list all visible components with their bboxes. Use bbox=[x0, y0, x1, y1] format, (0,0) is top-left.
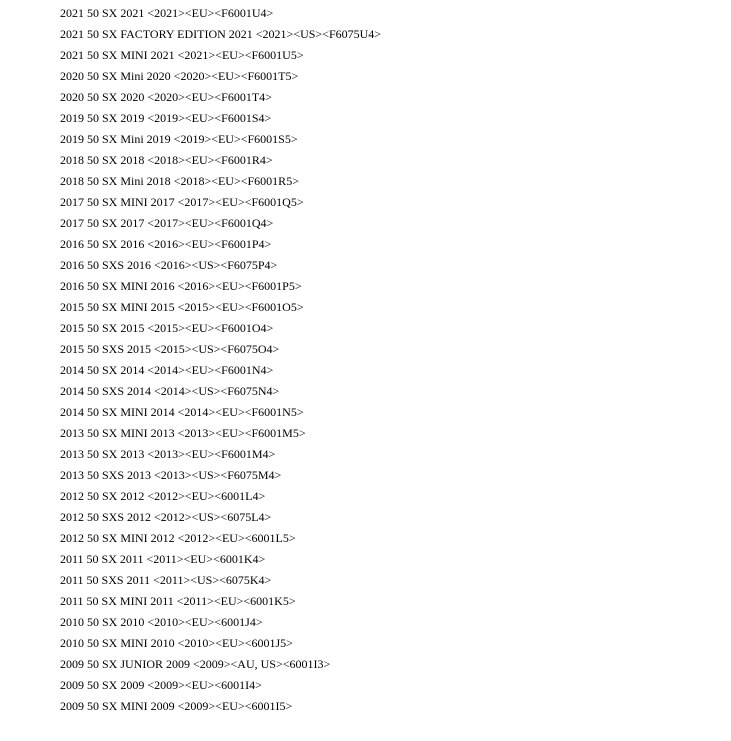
model-link[interactable]: 2018 50 SX 2018 <2018><EU><F6001R4> bbox=[60, 153, 273, 167]
model-link[interactable]: 2010 50 SX MINI 2010 <2010><EU><6001J5> bbox=[60, 636, 293, 650]
model-link[interactable]: 2012 50 SXS 2012 <2012><US><6075L4> bbox=[60, 510, 272, 524]
model-item bbox=[60, 150, 381, 171]
model-link[interactable]: 2013 50 SX 2013 <2013><EU><F6001M4> bbox=[60, 447, 276, 461]
model-item bbox=[60, 192, 381, 213]
model-link[interactable]: 2011 50 SX MINI 2011 <2011><EU><6001K5> bbox=[60, 594, 296, 608]
model-link[interactable]: 2012 50 SX 2012 <2012><EU><6001L4> bbox=[60, 489, 266, 503]
model-link[interactable]: 2009 50 SX MINI 2009 <2009><EU><6001I5> bbox=[60, 699, 293, 713]
model-link[interactable]: 2009 50 SX 2009 <2009><EU><6001I4> bbox=[60, 678, 262, 692]
model-item bbox=[60, 696, 381, 717]
model-item bbox=[60, 591, 381, 612]
model-link[interactable]: 2016 50 SX MINI 2016 <2016><EU><F6001P5> bbox=[60, 279, 302, 293]
model-item bbox=[60, 654, 381, 675]
model-item bbox=[60, 339, 381, 360]
model-item bbox=[60, 423, 381, 444]
model-item bbox=[60, 675, 381, 696]
model-item bbox=[60, 297, 381, 318]
model-link[interactable]: 2014 50 SXS 2014 <2014><US><F6075N4> bbox=[60, 384, 280, 398]
model-item bbox=[60, 360, 381, 381]
model-link[interactable]: 2021 50 SX FACTORY EDITION 2021 <2021><US><F6075U4> bbox=[60, 27, 382, 41]
model-link[interactable]: 2016 50 SX 2016 <2016><EU><F6001P4> bbox=[60, 237, 272, 251]
model-item bbox=[60, 213, 381, 234]
model-link[interactable]: 2021 50 SX MINI 2021 <2021><EU><F6001U5> bbox=[60, 48, 304, 62]
model-item bbox=[60, 45, 381, 66]
model-item bbox=[60, 612, 381, 633]
model-item bbox=[60, 318, 381, 339]
model-item bbox=[60, 255, 381, 276]
model-link[interactable]: 2021 50 SX 2021 <2021><EU><F6001U4> bbox=[60, 6, 274, 20]
model-link[interactable]: 2015 50 SXS 2015 <2015><US><F6075O4> bbox=[60, 342, 280, 356]
model-item bbox=[60, 108, 381, 129]
model-item bbox=[60, 549, 381, 570]
model-item bbox=[60, 171, 381, 192]
model-item bbox=[60, 66, 381, 87]
model-link[interactable]: 2009 50 SX JUNIOR 2009 <2009><AU, US><6001I3> bbox=[60, 657, 331, 671]
model-link[interactable]: 2019 50 SX 2019 <2019><EU><F6001S4> bbox=[60, 111, 272, 125]
model-link[interactable]: 2013 50 SX MINI 2013 <2013><EU><F6001M5> bbox=[60, 426, 306, 440]
model-item bbox=[60, 444, 381, 465]
model-item bbox=[60, 633, 381, 654]
model-list bbox=[60, 3, 381, 717]
model-item bbox=[60, 507, 381, 528]
model-link[interactable]: 2019 50 SX Mini 2019 <2019><EU><F6001S5> bbox=[60, 132, 298, 146]
model-link[interactable]: 2011 50 SX 2011 <2011><EU><6001K4> bbox=[60, 552, 266, 566]
model-item bbox=[60, 486, 381, 507]
model-link[interactable]: 2013 50 SXS 2013 <2013><US><F6075M4> bbox=[60, 468, 282, 482]
model-item bbox=[60, 24, 381, 45]
model-item bbox=[60, 87, 381, 108]
model-link[interactable]: 2017 50 SX MINI 2017 <2017><EU><F6001Q5> bbox=[60, 195, 304, 209]
model-item bbox=[60, 465, 381, 486]
model-item bbox=[60, 402, 381, 423]
model-link[interactable]: 2014 50 SX 2014 <2014><EU><F6001N4> bbox=[60, 363, 274, 377]
model-link[interactable]: 2016 50 SXS 2016 <2016><US><F6075P4> bbox=[60, 258, 278, 272]
model-link[interactable]: 2015 50 SX MINI 2015 <2015><EU><F6001O5> bbox=[60, 300, 304, 314]
model-item bbox=[60, 234, 381, 255]
model-link[interactable]: 2012 50 SX MINI 2012 <2012><EU><6001L5> bbox=[60, 531, 296, 545]
model-link[interactable]: 2011 50 SXS 2011 <2011><US><6075K4> bbox=[60, 573, 272, 587]
model-item bbox=[60, 129, 381, 150]
model-link[interactable]: 2020 50 SX 2020 <2020><EU><F6001T4> bbox=[60, 90, 272, 104]
model-item bbox=[60, 528, 381, 549]
model-link[interactable]: 2014 50 SX MINI 2014 <2014><EU><F6001N5> bbox=[60, 405, 304, 419]
model-link[interactable]: 2017 50 SX 2017 <2017><EU><F6001Q4> bbox=[60, 216, 274, 230]
model-item bbox=[60, 3, 381, 24]
model-item bbox=[60, 276, 381, 297]
model-link[interactable]: 2020 50 SX Mini 2020 <2020><EU><F6001T5> bbox=[60, 69, 299, 83]
model-item bbox=[60, 381, 381, 402]
model-link[interactable]: 2015 50 SX 2015 <2015><EU><F6001O4> bbox=[60, 321, 274, 335]
model-link[interactable]: 2018 50 SX Mini 2018 <2018><EU><F6001R5> bbox=[60, 174, 299, 188]
model-item bbox=[60, 570, 381, 591]
model-link[interactable]: 2010 50 SX 2010 <2010><EU><6001J4> bbox=[60, 615, 263, 629]
